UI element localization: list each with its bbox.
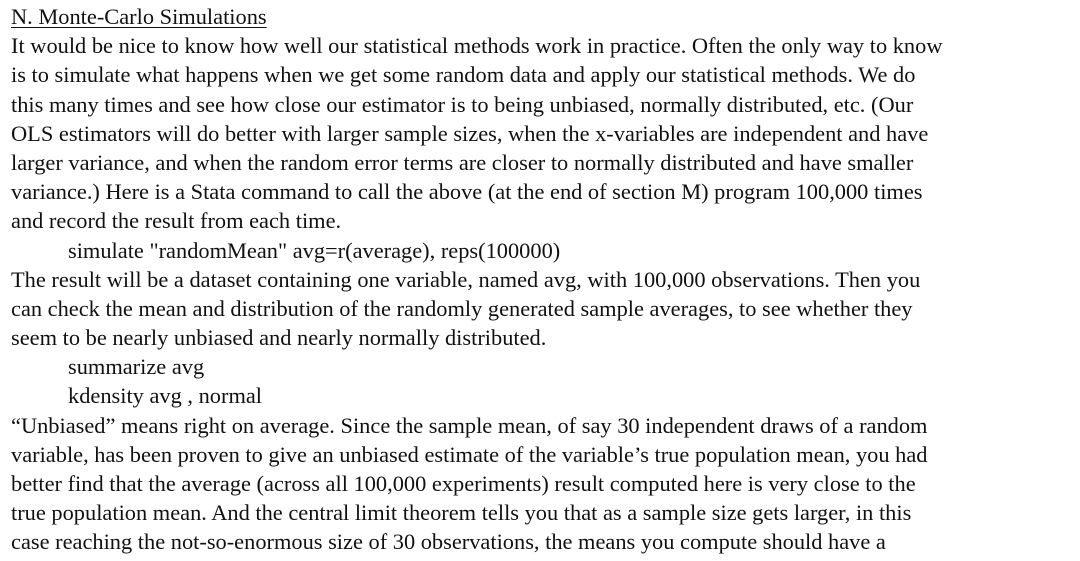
paragraph-line: variable, has been proven to give an unbiased estimate of the variable’s true population mean, you had xyxy=(11,441,928,467)
paragraph-line: “Unbiased” means right on average. Since the sample mean, of say 30 independent draws of a random xyxy=(11,412,928,438)
unbiased-paragraph xyxy=(11,411,1077,557)
paragraph-line: better find that the average (across all 100,000 experiments) result computed here is very close to the xyxy=(11,471,916,496)
paragraph-line: is to simulate what happens when we get some random data and apply our statistical methods. We do xyxy=(11,62,916,88)
paragraph-line: this many times and see how close our estimator is to being unbiased, normally distributed, etc. (Our xyxy=(11,91,914,117)
stata-command-simulate: simulate "randomMean" avg=r(average), reps(100000) xyxy=(68,237,561,263)
result-paragraph xyxy=(11,265,1077,353)
document-page xyxy=(11,2,1077,557)
paragraph-line: larger variance, and when the random error terms are closer to normally distributed and have smaller xyxy=(11,149,914,175)
section-heading: N. Monte-Carlo Simulations xyxy=(11,4,267,29)
paragraph-line: It would be nice to know how well our statistical methods work in practice. Often the only way to know xyxy=(11,33,943,59)
intro-paragraph xyxy=(11,31,1077,235)
paragraph-line: The result will be a dataset containing one variable, named avg, with 100,000 observations. Then you xyxy=(11,266,921,292)
paragraph-line: variance.) Here is a Stata command to call the above (at the end of section M) program 100,000 times xyxy=(11,179,923,205)
stata-command-summarize: summarize avg xyxy=(68,354,205,380)
paragraph-line: OLS estimators will do better with larger sample sizes, when the x-variables are independent and have xyxy=(11,120,929,146)
paragraph-line: true population mean. And the central limit theorem tells you that as a sample size gets larger, in this xyxy=(11,500,912,526)
paragraph-line: seem to be nearly unbiased and nearly normally distributed. xyxy=(11,325,547,351)
paragraph-line: and record the result from each time. xyxy=(11,208,342,234)
stata-command-kdensity: kdensity avg , normal xyxy=(68,383,263,409)
paragraph-line: can check the mean and distribution of the randomly generated sample averages, to see whether they xyxy=(11,295,913,321)
paragraph-line: case reaching the not-so-enormous size of 30 observations, the means you compute should have a xyxy=(11,529,886,555)
